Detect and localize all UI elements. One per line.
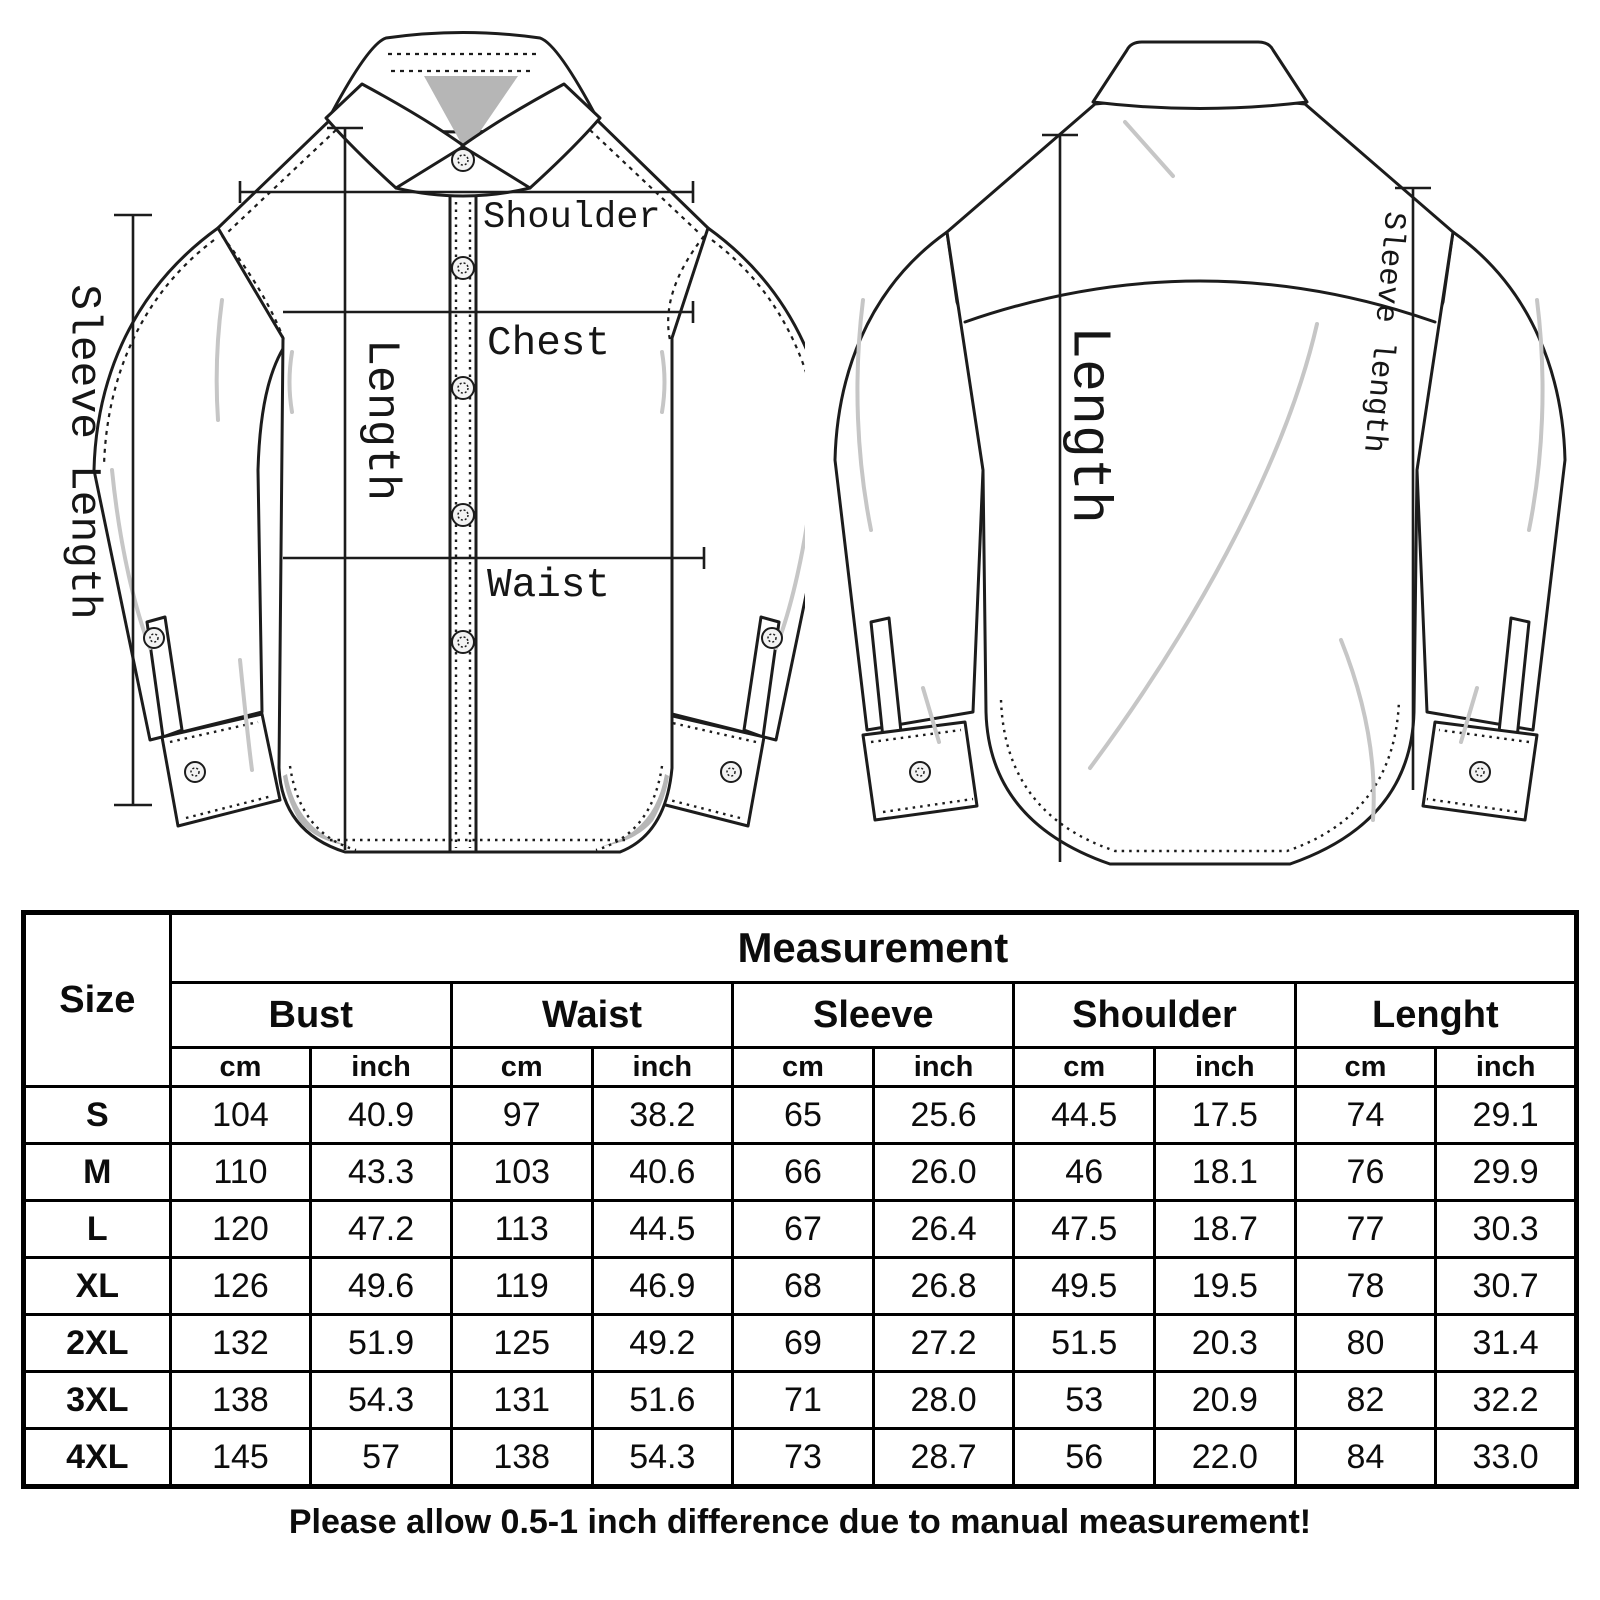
measurement-cell: 132 — [170, 1315, 311, 1372]
measurement-cell: 33.0 — [1436, 1429, 1577, 1487]
size-cell: 4XL — [24, 1429, 171, 1487]
group-header-length: Lenght — [1295, 983, 1576, 1048]
measurement-cell: 69 — [733, 1315, 874, 1372]
measurement-cell: 73 — [733, 1429, 874, 1487]
size-header-cell: Size — [24, 913, 171, 1087]
measurement-cell: 126 — [170, 1258, 311, 1315]
measurement-cell: 30.7 — [1436, 1258, 1577, 1315]
measurement-cell: 104 — [170, 1087, 311, 1144]
measurement-cell: 145 — [170, 1429, 311, 1487]
measurement-cell: 40.6 — [592, 1144, 733, 1201]
group-header-waist: Waist — [451, 983, 732, 1048]
unit-header-cm: cm — [1295, 1048, 1436, 1087]
measurement-note: Please allow 0.5-1 inch difference due to manual measurement! — [288, 1503, 1312, 1541]
measurement-cell: 138 — [451, 1429, 592, 1487]
measurement-cell: 51.6 — [592, 1372, 733, 1429]
measurement-cell: 54.3 — [592, 1429, 733, 1487]
group-header-bust: Bust — [170, 983, 451, 1048]
measurement-header-cell: Measurement — [170, 913, 1576, 983]
measurement-cell: 125 — [451, 1315, 592, 1372]
front-shirt-outline — [94, 33, 805, 853]
measurement-cell: 46 — [1014, 1144, 1155, 1201]
table-row — [24, 1258, 1577, 1315]
table-row — [24, 1315, 1577, 1372]
measurement-cell: 29.9 — [1436, 1144, 1577, 1201]
size-cell: L — [24, 1201, 171, 1258]
measurement-cell: 82 — [1295, 1372, 1436, 1429]
measurement-cell: 38.2 — [592, 1087, 733, 1144]
front-shirt-diagram — [0, 0, 805, 895]
measurement-cell: 138 — [170, 1372, 311, 1429]
measurement-cell: 68 — [733, 1258, 874, 1315]
measurement-cell: 77 — [1295, 1201, 1436, 1258]
measurement-cell: 76 — [1295, 1144, 1436, 1201]
unit-header-inch: inch — [592, 1048, 733, 1087]
measurement-cell: 47.2 — [311, 1201, 452, 1258]
measurement-cell: 47.5 — [1014, 1201, 1155, 1258]
measurement-cell: 30.3 — [1436, 1201, 1577, 1258]
front-sleeve-length-label: Sleeve Length — [59, 284, 109, 620]
unit-header-cm: cm — [451, 1048, 592, 1087]
measurement-cell: 28.0 — [873, 1372, 1014, 1429]
measurement-cell: 40.9 — [311, 1087, 452, 1144]
measurement-cell: 80 — [1295, 1315, 1436, 1372]
size-table-body — [24, 1087, 1577, 1487]
back-shirt-outline — [835, 42, 1565, 864]
measurement-cell: 57 — [311, 1429, 452, 1487]
unit-header-cm: cm — [733, 1048, 874, 1087]
table-row — [24, 1201, 1577, 1258]
measurement-cell: 49.6 — [311, 1258, 452, 1315]
size-cell: XL — [24, 1258, 171, 1315]
measurement-cell: 44.5 — [592, 1201, 733, 1258]
measurement-cell: 32.2 — [1436, 1372, 1577, 1429]
measurement-cell: 119 — [451, 1258, 592, 1315]
table-row — [24, 1429, 1577, 1487]
measurement-cell: 53 — [1014, 1372, 1155, 1429]
measurement-cell: 49.5 — [1014, 1258, 1155, 1315]
unit-header-inch: inch — [1436, 1048, 1577, 1087]
size-cell: S — [24, 1087, 171, 1144]
back-length-label: Length — [1057, 325, 1121, 525]
unit-header-inch: inch — [311, 1048, 452, 1087]
measurement-cell: 44.5 — [1014, 1087, 1155, 1144]
table-row — [24, 1087, 1577, 1144]
measurement-cell: 26.0 — [873, 1144, 1014, 1201]
group-header-sleeve: Sleeve — [733, 983, 1014, 1048]
measurement-cell: 51.5 — [1014, 1315, 1155, 1372]
measurement-cell: 43.3 — [311, 1144, 452, 1201]
measurement-cell: 113 — [451, 1201, 592, 1258]
measurement-cell: 31.4 — [1436, 1315, 1577, 1372]
size-cell: 3XL — [24, 1372, 171, 1429]
measurement-cell: 17.5 — [1155, 1087, 1296, 1144]
measurement-cell: 131 — [451, 1372, 592, 1429]
measurement-cell: 71 — [733, 1372, 874, 1429]
measurement-cell: 54.3 — [311, 1372, 452, 1429]
back-sleeve-length-label: Sleeve length — [1355, 210, 1411, 454]
table-row — [24, 1372, 1577, 1429]
size-table — [21, 910, 1579, 1489]
measurement-cell: 78 — [1295, 1258, 1436, 1315]
measurement-cell: 120 — [170, 1201, 311, 1258]
measurement-cell: 19.5 — [1155, 1258, 1296, 1315]
measurement-cell: 26.4 — [873, 1201, 1014, 1258]
measurement-cell: 74 — [1295, 1087, 1436, 1144]
chest-label: Chest — [487, 321, 611, 367]
measurement-cell: 103 — [451, 1144, 592, 1201]
measurement-cell: 97 — [451, 1087, 592, 1144]
measurement-cell: 28.7 — [873, 1429, 1014, 1487]
waist-label: Waist — [487, 563, 611, 609]
unit-header-cm: cm — [1014, 1048, 1155, 1087]
measurement-cell: 46.9 — [592, 1258, 733, 1315]
measurement-cell: 110 — [170, 1144, 311, 1201]
measurement-cell: 49.2 — [592, 1315, 733, 1372]
front-length-label: Length — [355, 338, 407, 502]
measurement-cell: 18.1 — [1155, 1144, 1296, 1201]
measurement-cell: 65 — [733, 1087, 874, 1144]
measurement-cell: 27.2 — [873, 1315, 1014, 1372]
measurement-cell: 67 — [733, 1201, 874, 1258]
size-table-header — [24, 913, 1577, 1087]
measurement-cell: 26.8 — [873, 1258, 1014, 1315]
measurement-cell: 56 — [1014, 1429, 1155, 1487]
shoulder-label: Shoulder — [483, 197, 661, 239]
back-shirt-diagram — [805, 0, 1600, 895]
unit-header-inch: inch — [873, 1048, 1014, 1087]
measurement-cell: 25.6 — [873, 1087, 1014, 1144]
table-row — [24, 1144, 1577, 1201]
measurement-cell: 66 — [733, 1144, 874, 1201]
measurement-cell: 29.1 — [1436, 1087, 1577, 1144]
unit-header-cm: cm — [170, 1048, 311, 1087]
unit-header-inch: inch — [1155, 1048, 1296, 1087]
size-cell: M — [24, 1144, 171, 1201]
measurement-cell: 84 — [1295, 1429, 1436, 1487]
measurement-cell: 20.3 — [1155, 1315, 1296, 1372]
measurement-cell: 20.9 — [1155, 1372, 1296, 1429]
measurement-cell: 22.0 — [1155, 1429, 1296, 1487]
size-cell: 2XL — [24, 1315, 171, 1372]
group-header-shoulder: Shoulder — [1014, 983, 1295, 1048]
measurement-cell: 18.7 — [1155, 1201, 1296, 1258]
measurement-cell: 51.9 — [311, 1315, 452, 1372]
